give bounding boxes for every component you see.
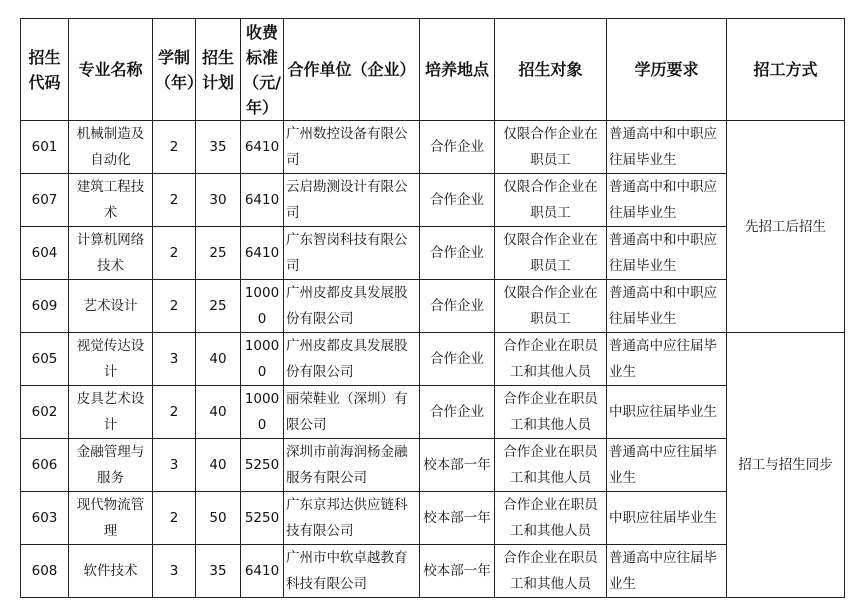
cell-major: 机械制造及自动化 [69,121,153,174]
cell-fee: 6410 [241,227,284,280]
cell-target: 合作企业在职员工和其他人员 [495,333,607,386]
cell-major: 艺术设计 [69,280,153,333]
table-row [21,492,845,545]
cell-partner: 云启勘测设计有限公司 [284,174,420,227]
cell-plan: 25 [196,227,241,280]
cell-location: 合作企业 [420,121,495,174]
header-location: 培养地点 [420,19,495,121]
cell-major: 计算机网络技术 [69,227,153,280]
table-row [21,121,845,174]
cell-code: 608 [21,545,69,598]
cell-code: 605 [21,333,69,386]
cell-years: 2 [153,227,196,280]
cell-partner: 广州数控设备有限公司 [284,121,420,174]
table-row [21,386,845,439]
cell-target: 仅限合作企业在职员工 [495,121,607,174]
cell-partner: 广东智岗科技有限公司 [284,227,420,280]
cell-recruit-method: 招工与招生同步 [727,333,845,598]
cell-recruit-method: 先招工后招生 [727,121,845,333]
cell-partner: 丽荣鞋业（深圳）有限公司 [284,386,420,439]
cell-major: 视觉传达设计 [69,333,153,386]
cell-code: 602 [21,386,69,439]
cell-partner: 广州市中软卓越教育科技有限公司 [284,545,420,598]
cell-code: 604 [21,227,69,280]
cell-plan: 40 [196,386,241,439]
header-row [21,19,845,121]
cell-years: 2 [153,492,196,545]
cell-target: 仅限合作企业在职员工 [495,227,607,280]
header-major: 专业名称 [69,19,153,121]
cell-education: 普通高中和中职应往届毕业生 [607,121,727,174]
table-row [21,333,845,386]
cell-education: 普通高中和中职应往届毕业生 [607,280,727,333]
header-plan: 招生计划 [196,19,241,121]
cell-location: 合作企业 [420,333,495,386]
cell-target: 合作企业在职员工和其他人员 [495,386,607,439]
cell-code: 603 [21,492,69,545]
header-fee: 收费标准（元/年） [241,19,284,121]
cell-plan: 35 [196,121,241,174]
cell-fee: 6410 [241,121,284,174]
header-education: 学历要求 [607,19,727,121]
cell-location: 合作企业 [420,280,495,333]
cell-partner: 广东京邦达供应链科技有限公司 [284,492,420,545]
cell-plan: 30 [196,174,241,227]
cell-education: 普通高中应往届毕业生 [607,333,727,386]
cell-location: 校本部一年 [420,439,495,492]
cell-plan: 50 [196,492,241,545]
cell-major: 现代物流管理 [69,492,153,545]
cell-location: 合作企业 [420,174,495,227]
cell-partner: 深圳市前海润杨金融服务有限公司 [284,439,420,492]
cell-fee: 6410 [241,174,284,227]
cell-years: 2 [153,386,196,439]
cell-partner: 广州皮都皮具发展股份有限公司 [284,280,420,333]
table-row [21,174,845,227]
cell-plan: 25 [196,280,241,333]
cell-years: 3 [153,333,196,386]
cell-education: 普通高中和中职应往届毕业生 [607,227,727,280]
cell-education: 普通高中和中职应往届毕业生 [607,174,727,227]
header-target: 招生对象 [495,19,607,121]
cell-years: 3 [153,545,196,598]
cell-major: 金融管理与服务 [69,439,153,492]
cell-education: 中职应往届毕业生 [607,492,727,545]
cell-target: 合作企业在职员工和其他人员 [495,492,607,545]
cell-location: 合作企业 [420,227,495,280]
table-row [21,545,845,598]
cell-fee: 6410 [241,545,284,598]
enrollment-table [20,18,845,598]
cell-target: 仅限合作企业在职员工 [495,280,607,333]
header-partner: 合作单位（企业） [284,19,420,121]
cell-fee: 10000 [241,333,284,386]
cell-fee: 5250 [241,439,284,492]
cell-location: 校本部一年 [420,492,495,545]
cell-education: 中职应往届毕业生 [607,386,727,439]
cell-years: 2 [153,174,196,227]
cell-years: 2 [153,121,196,174]
cell-fee: 10000 [241,280,284,333]
cell-location: 合作企业 [420,386,495,439]
cell-location: 校本部一年 [420,545,495,598]
cell-target: 合作企业在职员工和其他人员 [495,545,607,598]
cell-years: 3 [153,439,196,492]
cell-plan: 35 [196,545,241,598]
header-method: 招工方式 [727,19,845,121]
cell-major: 软件技术 [69,545,153,598]
table-row [21,439,845,492]
cell-target: 仅限合作企业在职员工 [495,174,607,227]
cell-partner: 广州皮都皮具发展股份有限公司 [284,333,420,386]
cell-target: 合作企业在职员工和其他人员 [495,439,607,492]
table-row [21,280,845,333]
header-years: 学制（年） [153,19,196,121]
header-code: 招生代码 [21,19,69,121]
table-row [21,227,845,280]
cell-education: 普通高中应往届毕业生 [607,439,727,492]
cell-code: 601 [21,121,69,174]
cell-major: 皮具艺术设计 [69,386,153,439]
cell-years: 2 [153,280,196,333]
cell-plan: 40 [196,333,241,386]
cell-fee: 5250 [241,492,284,545]
cell-major: 建筑工程技术 [69,174,153,227]
cell-plan: 40 [196,439,241,492]
cell-fee: 10000 [241,386,284,439]
cell-code: 607 [21,174,69,227]
cell-code: 606 [21,439,69,492]
cell-education: 普通高中应往届毕业生 [607,545,727,598]
cell-code: 609 [21,280,69,333]
